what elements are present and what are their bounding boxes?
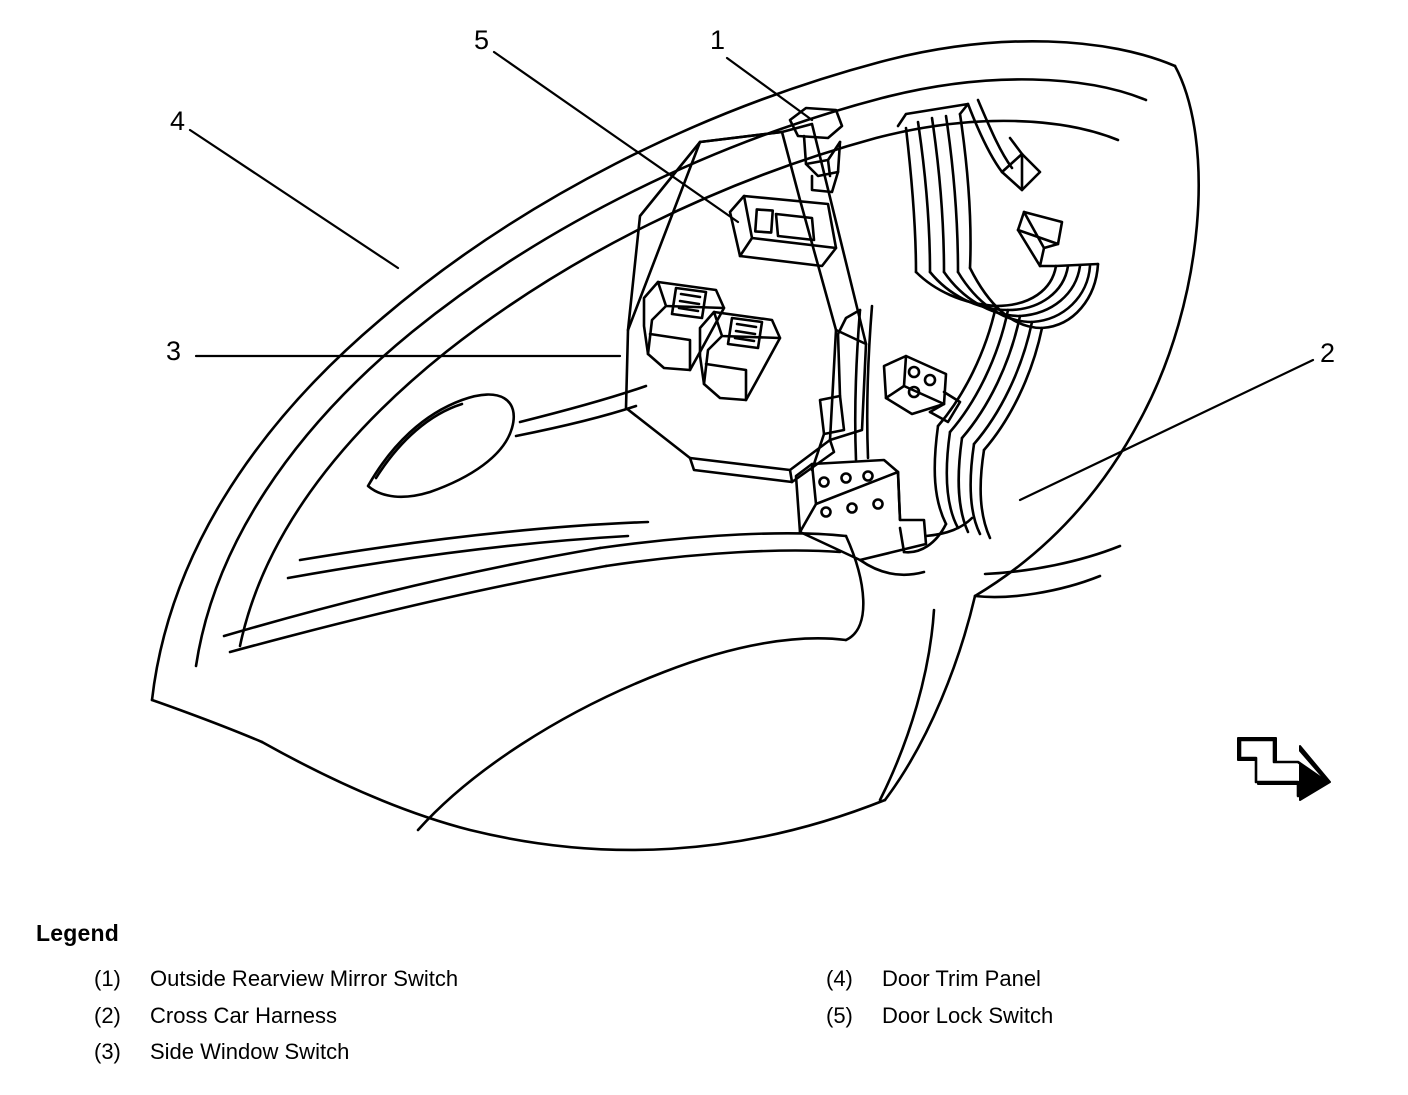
legend-item-label: Cross Car Harness (150, 1002, 338, 1028)
callout-number-5: 5 (474, 25, 490, 55)
legend-item-key: (3) (94, 1039, 121, 1064)
leader-2 (1020, 360, 1313, 500)
outside-rearview-mirror-switch (790, 108, 842, 192)
leader-4 (190, 130, 398, 268)
legend-item-key: (1) (94, 966, 121, 991)
legend-item-label: Door Lock Switch (882, 1002, 1054, 1028)
callout-number-1: 1 (710, 25, 726, 55)
legend-item (826, 965, 1053, 993)
leader-5 (494, 52, 738, 222)
side-window-switch (644, 282, 780, 400)
legend-title: Legend (36, 920, 119, 946)
callout-number-4: 4 (170, 106, 186, 136)
legend (36, 920, 1376, 1095)
legend-item (94, 965, 458, 993)
legend-item (94, 1002, 458, 1030)
leader-1 (727, 58, 812, 120)
door-lock-switch (730, 196, 836, 266)
legend-column-right (826, 965, 1053, 1038)
legend-item (826, 1002, 1053, 1030)
legend-item-label: Side Window Switch (150, 1039, 350, 1064)
legend-item (94, 1038, 458, 1066)
legend-column-left (94, 965, 458, 1075)
callout-number-3: 3 (166, 336, 182, 366)
legend-item-key: (5) (826, 1002, 853, 1028)
forward-direction-arrow (1238, 738, 1330, 800)
legend-item-label: Door Trim Panel (882, 966, 1041, 991)
legend-item-key: (4) (826, 966, 853, 991)
legend-item-label: Outside Rearview Mirror Switch (150, 966, 459, 991)
legend-item-key: (2) (94, 1002, 121, 1028)
callout-number-2: 2 (1320, 338, 1336, 368)
